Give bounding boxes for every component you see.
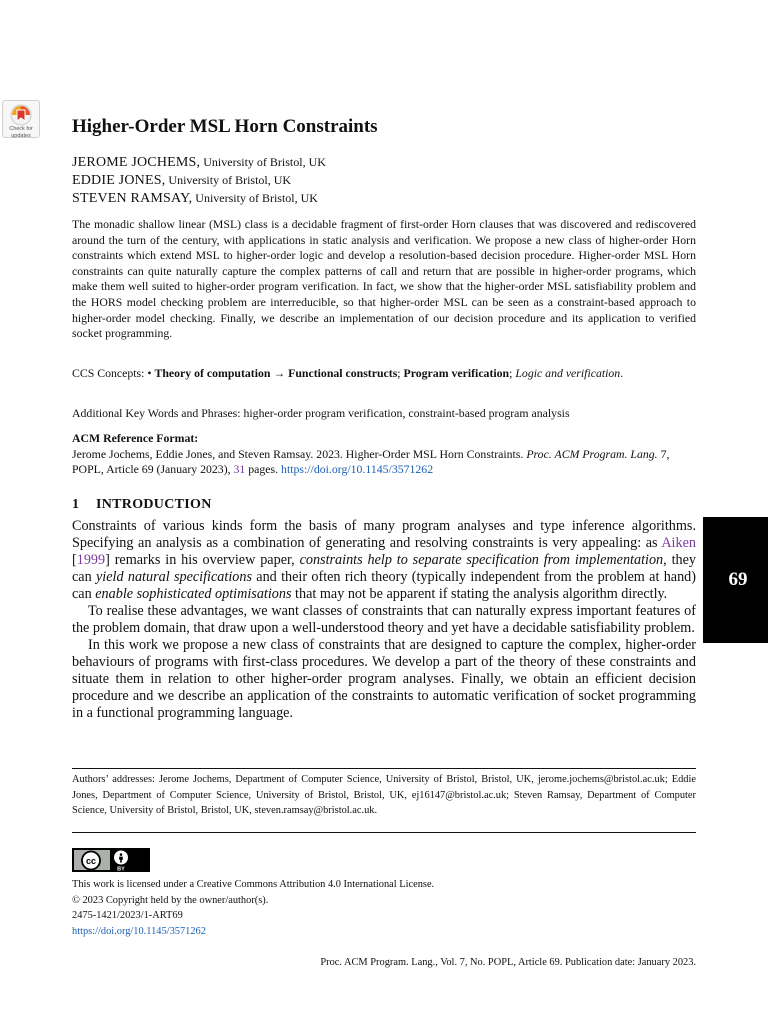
doi-link[interactable]: https://doi.org/10.1145/3571262 — [281, 462, 434, 477]
footnote-divider — [72, 768, 696, 769]
check-for-updates-badge[interactable] — [2, 100, 40, 138]
article-number: 69 — [728, 569, 748, 590]
citation-author-link[interactable]: Aiken — [661, 535, 696, 551]
acm-reference-text: pages. — [245, 462, 282, 477]
cc-badge-text: cc — [85, 856, 97, 866]
acm-reference-format — [72, 431, 696, 478]
intro-paragraph-1 — [72, 518, 696, 603]
body-text: ] remarks in his overview paper, — [105, 552, 300, 568]
section-number: 1 — [72, 497, 80, 512]
page-count-link[interactable]: 31 — [233, 462, 246, 477]
cc-by-icon — [73, 849, 151, 873]
ccs-separator: ; — [509, 366, 516, 380]
author-name: EDDIE JONES, — [72, 173, 166, 188]
author-name: JEROME JOCHEMS, — [72, 155, 201, 170]
body-text: Constraints of various kinds form the basis of many program analyses and type inference algorithms. Specifying an analysis as a combination of generating and resolving constraints is very appealing: as — [72, 518, 696, 551]
badge-label-line-1: Check for — [9, 126, 33, 132]
authors-addresses: Authors’ addresses: Jerome Jochems, Department of Computer Science, University of Bristol, Bristol, UK, jerome.jochems@bristol.ac.uk; Eddie Jones, Department of Computer Science, University of Bristol, Bristol, UK, ej16147@bristol.ac.uk; Steven Ramsay, Department of Computer Science, University of Bristol, Bristol, UK, steven.ramsay@bristol.ac.uk. — [72, 774, 696, 816]
section-heading — [72, 497, 212, 513]
badge-label-line-2: updates — [11, 132, 31, 139]
ccs-end: . — [620, 366, 624, 380]
intro-paragraph-2: To realise these advantages, we want classes of constraints that can naturally express important features of the problem domain, that draw upon a well-understood theory and yet have a decidable satisfiability problem. — [72, 603, 696, 636]
emphasis-text: yield natural specifications — [96, 569, 252, 585]
ccs-prefix: CCS Concepts: • — [72, 366, 155, 380]
author-affiliation: University of Bristol, UK — [200, 155, 326, 169]
acm-reference-text: 7, POPL, Article 69 (January 2023), — [72, 446, 670, 477]
page-footer: Proc. ACM Program. Lang., Vol. 7, No. POPL, Article 69. Publication date: January 2023. — [320, 957, 696, 968]
author-list — [72, 153, 326, 207]
body-text: , they can — [72, 552, 696, 585]
body-text: [ — [72, 552, 77, 568]
ccs-concept-1: Theory of computation → Functional constructs — [154, 366, 398, 380]
body-text: and their often rich theory (typically independent from the problem at hand) can — [72, 569, 696, 602]
body-text: that may not be apparent if stating the analysis algorithm directly. — [291, 586, 668, 602]
issn-line: 2475-1421/2023/1-ART69 — [72, 910, 183, 921]
bookmark-icon — [10, 104, 32, 126]
copyright-line: © 2023 Copyright held by the owner/author(s). — [72, 894, 269, 906]
emphasis-text: enable sophisticated optimisations — [95, 586, 292, 602]
ccs-separator: ; — [397, 366, 404, 380]
article-number-tab — [703, 517, 768, 643]
by-badge-text: BY — [117, 866, 125, 873]
author-entry — [72, 171, 326, 189]
citation-year-link[interactable]: 1999 — [76, 552, 106, 568]
ccs-concepts — [72, 366, 696, 382]
author-name: STEVEN RAMSAY, — [72, 191, 193, 206]
emphasis-text: constraints help to separate specification from implementation — [299, 552, 664, 568]
ccs-concept-2: Program verification — [403, 366, 510, 380]
author-entry — [72, 189, 326, 207]
intro-paragraph-3: In this work we propose a new class of constraints that are designed to capture the complex, higher-order behaviours of programs with first-class procedures. We develop a part of the theory of these constraints and situate them in relation to other higher-order program analyses. Finally, we obtain an efficient decision procedure and we describe an application of the constraints to automatic verification of socket programming in a functional programming language. — [72, 637, 696, 721]
license-info — [72, 877, 696, 939]
ccs-concept-3: Logic and verification — [515, 366, 621, 380]
author-entry — [72, 153, 326, 171]
license-statement: This work is licensed under a Creative Commons Attribution 4.0 International License. — [72, 879, 435, 890]
acm-reference-heading: ACM Reference Format: — [72, 431, 199, 445]
acm-reference-text: Jerome Jochems, Eddie Jones, and Steven Ramsay. 2023. Higher-Order MSL Horn Constraints. — [72, 446, 527, 461]
license-doi-link[interactable]: https://doi.org/10.1145/3571262 — [72, 925, 206, 937]
section-title: INTRODUCTION — [96, 497, 212, 512]
abstract: The monadic shallow linear (MSL) class is a decidable fragment of first-order Horn clauses that was discovered and rediscovered around the turn of the century, with applications in static analysis and verification. We propose a new class of higher-order Horn constraints which extend MSL to higher-order logic and develop a resolution-based decision procedure. Higher-order MSL Horn constraints can quite naturally capture the complex patterns of call and return that are possible in higher-order programs, which make them well suited to higher-order program verification. In fact, we show that the higher-order MSL satisfiability problem and the HORS model checking problem are interreducible, so that higher-order MSL can be seen as a constraint-based approach to higher-order model checking. Finally, we describe an implementation of our decision procedure and its application to verified socket programming. — [72, 217, 696, 341]
journal-name: Proc. ACM Program. Lang. — [526, 446, 658, 461]
paper-title: Higher-Order MSL Horn Constraints — [72, 116, 378, 137]
license-divider — [72, 832, 696, 833]
introduction-body — [72, 518, 696, 722]
cc-by-license-badge[interactable] — [72, 848, 150, 872]
author-affiliation: University of Bristol, UK — [165, 173, 292, 187]
author-affiliation: University of Bristol, UK — [192, 191, 318, 205]
keywords: Additional Key Words and Phrases: higher-order program verification, constraint-based program analysis — [72, 406, 570, 420]
